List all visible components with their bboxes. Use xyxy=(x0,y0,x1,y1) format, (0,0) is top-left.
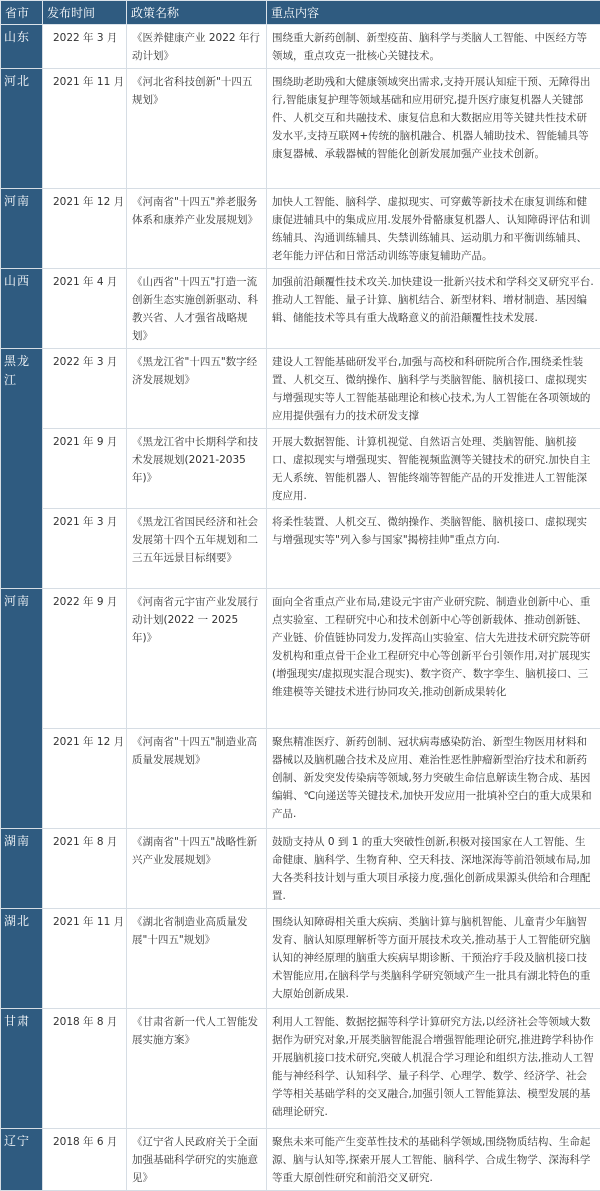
province-cell: 河北 xyxy=(1,69,43,189)
table-row xyxy=(1,729,600,829)
policy-name-cell: 《黑龙江省国民经济和社会发展第十四个五年规划和二三五年远景目标纲要》 xyxy=(127,509,267,589)
province-cell: 山东 xyxy=(1,25,43,69)
header-policy-name: 政策名称 xyxy=(127,1,267,25)
province-cell: 湖南 xyxy=(1,829,43,909)
key-points-cell: 开展大数据智能、计算机视觉、自然语言处理、类脑智能、脑机接口、虚拟现实与增强现实、智能视频监测等关键技术的研究.加快自主无人系统、智能机器人、智能终端等智能产品的开发推进人工智能深度应用. xyxy=(267,429,600,509)
key-points-cell: 聚焦未来可能产生变革性技术的基础科学领域,围绕物质结构、生命起源、脑与认知等,探索开展人工智能、脑科学、合成生物学、深海科学等重大原创性研究和前沿交叉研究. xyxy=(267,1129,600,1191)
policy-name-cell: 《河南省元宇宙产业发展行动计划(2022 一 2025 年)》 xyxy=(127,589,267,729)
policy-name-cell: 《甘肃省新一代人工智能发展实施方案》 xyxy=(127,1009,267,1129)
policy-name-cell: 《河南省"十四五"养老服务体系和康养产业发展规划》 xyxy=(127,189,267,269)
key-points-cell: 鼓励支持从 0 到 1 的重大突破性创新,积极对接国家在人工智能、生命健康、脑科学、生物育种、空天科技、深地深海等前沿领域布局,加大各类科技计划与重大项目承接力度,强化创新成果源头供给和合理配置. xyxy=(267,829,600,909)
table-row xyxy=(1,589,600,729)
header-key-points: 重点内容 xyxy=(267,1,600,25)
table-row xyxy=(1,1129,600,1191)
date-cell: 2022 年 3 月 xyxy=(43,25,127,69)
key-points-cell: 围绕认知障碍相关重大疾病、类脑计算与脑机智能、儿童青少年脑智发育、脑认知原理解析等方面开展技术攻关,推动基于人工智能研究脑认知的神经原理的脑重大疾病早期诊断、干预治疗手段及脑机接口技术智能应用,在脑科学与类脑科学研究领域产生一批具有湖北特色的重大原始创新成果. xyxy=(267,909,600,1009)
header-province: 省市 xyxy=(1,1,43,25)
table-row xyxy=(1,429,600,509)
key-points-cell: 围绕重大新药创制、新型疫苗、脑科学与类脑人工智能、中医经方等领域，重点攻克一批核心关键技术。 xyxy=(267,25,600,69)
key-points-cell: 围绕助老助残和大健康领域突出需求,支持开展认知症干预、无障得出行,智能康复护理等领域基础和应用研究,提升医疗康复机器人关键部件、人机交互和共融技术、康复信息和大数据应用等关键共性技术研发水平,支持互联网+传统的脑机融合、机器人辅助技术、智能辅具等康复器械、承载器械的智能化创新发展加强产业技术创新。 xyxy=(267,69,600,189)
table-row xyxy=(1,69,600,189)
province-cell: 甘肃 xyxy=(1,1009,43,1129)
policy-name-cell: 《河南省"十四五"制造业高质量发展规划》 xyxy=(127,729,267,829)
policy-name-cell: 《湖南省"十四五"战略性新兴产业发展规划》 xyxy=(127,829,267,909)
table-row xyxy=(1,509,600,589)
table-row xyxy=(1,349,600,429)
province-cell: 辽宁 xyxy=(1,1129,43,1191)
date-cell: 2021 年 8 月 xyxy=(43,829,127,909)
date-cell: 2021 年 4 月 xyxy=(43,269,127,349)
key-points-cell: 加快人工智能、脑科学、虚拟现实、可穿戴等新技术在康复训练和健康促进辅具中的集成应用.发展外骨骼康复机器人、认知障碍评估和训练辅具、沟通训练辅具、失禁训练辅具、运动肌力和平衡训练辅具、老年能力评估和日常活动训练等康复辅助产品。 xyxy=(267,189,600,269)
table-header-row xyxy=(1,1,600,25)
policy-name-cell: 《山西省"十四五"打造一流创新生态实施创新驱动、科教兴省、人才强省战略规划》 xyxy=(127,269,267,349)
date-cell: 2021 年 9 月 xyxy=(43,429,127,509)
policy-name-cell: 《河北省科技创新"十四五规划》 xyxy=(127,69,267,189)
key-points-cell: 面向全省重点产业布局,建设元宇宙产业研究院、制造业创新中心、重点实验室、工程研究中心和技术创新中心等创新载体、推动创新链、产业链、价值链协同发力,发挥高山实验室、信大先进技术研究院等研发机构和重点骨干企业工程研究中心等创新平台引领作用,对扩展现实(增强现实/虚拟现实混合现实)、数字资产、数字孪生、脑机接口、三维建模等关键技术进行协同攻关,推动创新成果转化 xyxy=(267,589,600,729)
key-points-cell: 将柔性装置、人机交互、微纳操作、类脑智能、脑机接口、虚拟现实与增强现实等"列入参与国家"揭榜挂帅"重点方向. xyxy=(267,509,600,589)
province-cell: 河南 xyxy=(1,189,43,269)
date-cell: 2021 年 3 月 xyxy=(43,509,127,589)
date-cell: 2021 年 12 月 xyxy=(43,189,127,269)
table-row xyxy=(1,829,600,909)
policy-name-cell: 《黑龙江省"十四五"数字经济发展规划》 xyxy=(127,349,267,429)
table-row xyxy=(1,189,600,269)
date-cell: 2021 年 11 月 xyxy=(43,69,127,189)
table-row xyxy=(1,1009,600,1129)
table-row xyxy=(1,25,600,69)
date-cell: 2021 年 11 月 xyxy=(43,909,127,1009)
table-row xyxy=(1,269,600,349)
date-cell: 2021 年 12 月 xyxy=(43,729,127,829)
policy-name-cell: 《医养健康产业 2022 年行动计划》 xyxy=(127,25,267,69)
table-row xyxy=(1,909,600,1009)
date-cell: 2018 年 8 月 xyxy=(43,1009,127,1129)
date-cell: 2022 年 9 月 xyxy=(43,589,127,729)
date-cell: 2022 年 3 月 xyxy=(43,349,127,429)
date-cell: 2018 年 6 月 xyxy=(43,1129,127,1191)
key-points-cell: 聚焦精准医疗、新药创制、冠状病毒感染防治、新型生物医用材料和器械以及脑机融合技术及应用、难治性恶性肿瘤新型治疗技术和新药创制、新发突发传染病等领域,努力突破生命信息解读生物合成、基因编辑、℃向递送等关键技术,加快开发应用一批填补空白的重大成果和产品. xyxy=(267,729,600,829)
header-date: 发布时间 xyxy=(43,1,127,25)
province-cell: 河南 xyxy=(1,589,43,829)
province-cell: 山西 xyxy=(1,269,43,349)
policy-name-cell: 《黑龙江省中长期科学和技术发展规划(2021-2035 年)》 xyxy=(127,429,267,509)
province-cell: 黑龙江 xyxy=(1,349,43,589)
key-points-cell: 建设人工智能基础研发平台,加强与高校和科研院所合作,围绕柔性装置、人机交互、微纳操作、脑科学与类脑智能、脑机接口、虚拟现实与增强现实等人工智能基础理论和核心技术,为人工智能在各项领域的应用提供强有力的技术研发支撑 xyxy=(267,349,600,429)
policy-name-cell: 《辽宁省人民政府关于全面加强基础科学研究的实施意见》 xyxy=(127,1129,267,1191)
province-cell: 湖北 xyxy=(1,909,43,1009)
key-points-cell: 加强前沿颠覆性技术攻关.加快建设一批新兴技术和学科交叉研究平台.推动人工智能、量子计算、脑机结合、新型材料、增材制造、基因编辑、储能技术等具有重大战略意义的前沿颠覆性技术发展. xyxy=(267,269,600,349)
policy-name-cell: 《湖北省制造业高质量发展"十四五"规划》 xyxy=(127,909,267,1009)
key-points-cell: 利用人工智能、数据挖掘等科学计算研究方法,以经济社会等领域大数据作为研究对象,开展类脑智能混合增强智能理论研究,推进跨学科协作开展脑机接口技术研究,突破人机混合学习理论和组织方法,推动人工智能与神经科学、认知科学、量子科学、心理学、数学、经济学、社会学等相关基础学科的交叉融合,加强引领人工智能算法、模型发展的基础理论研究. xyxy=(267,1009,600,1129)
